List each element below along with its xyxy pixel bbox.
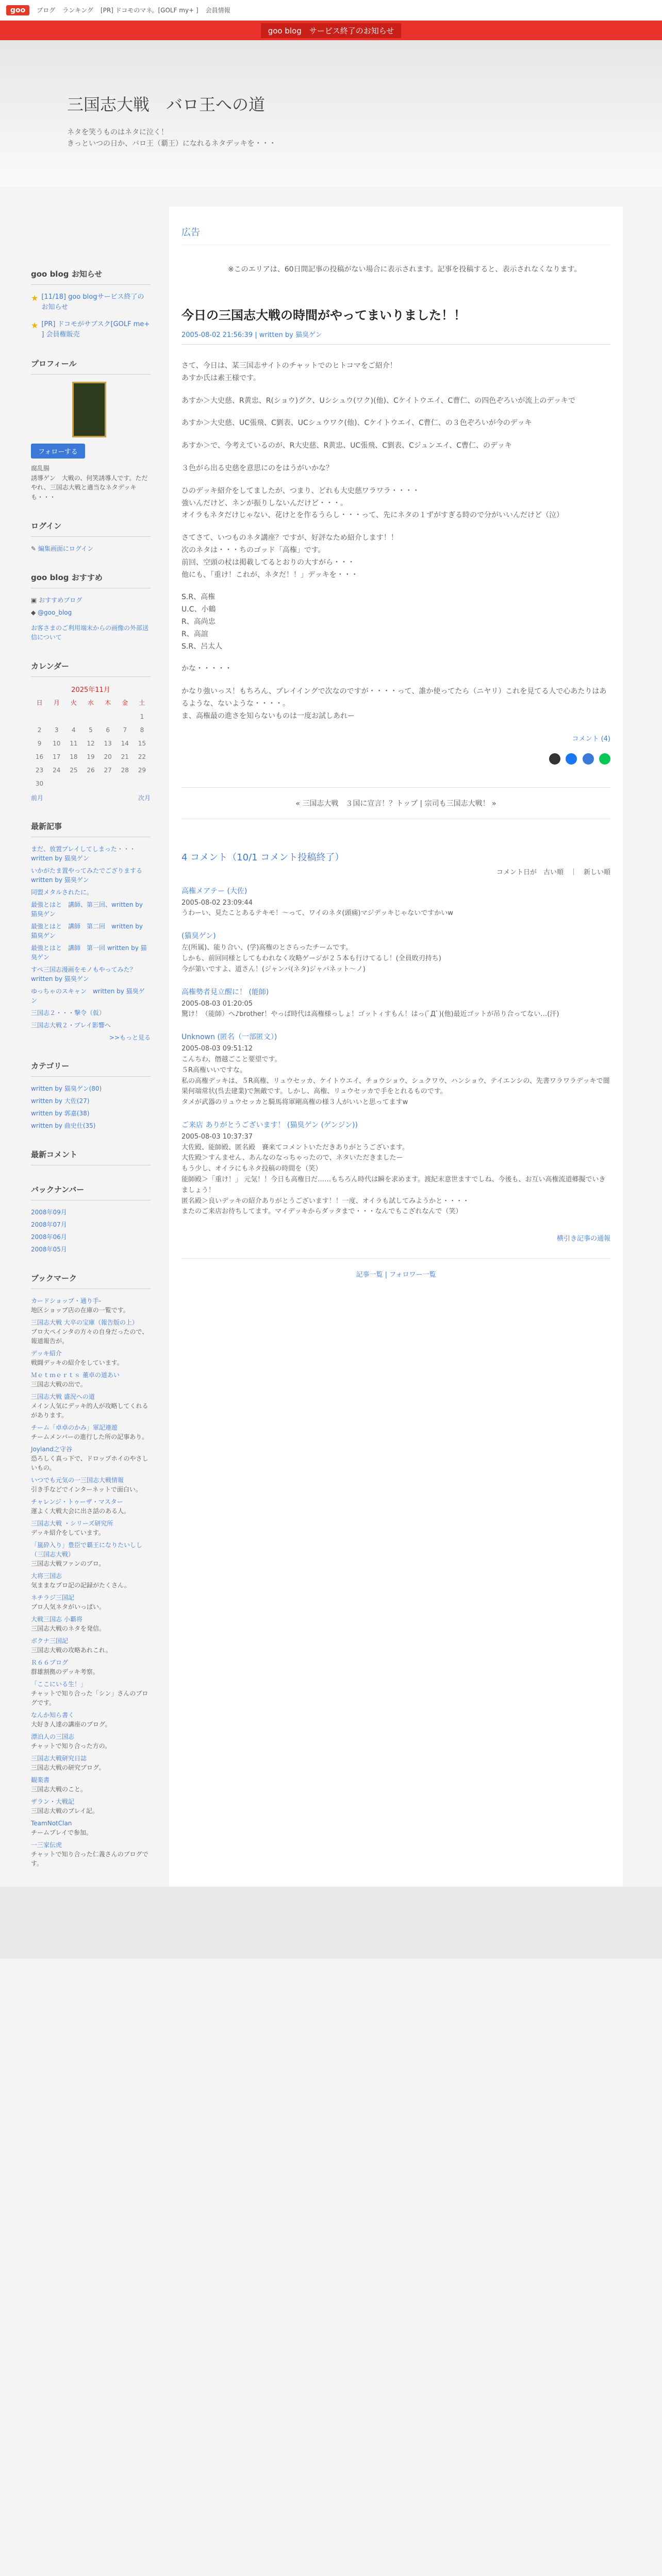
backnumber-link[interactable]: 2008年07月: [31, 1221, 67, 1229]
category-link[interactable]: written by 大佐(27): [31, 1097, 90, 1105]
calendar-day: 4: [72, 726, 76, 734]
recent-post-link[interactable]: 最強とはと 講師 第一回 written by 猫臭ゲン: [31, 944, 147, 961]
bookmark-item: [31, 1571, 151, 1590]
ad-heading: 広告: [181, 225, 610, 245]
calendar-day: 18: [70, 753, 78, 761]
bookmark-link[interactable]: 「嵐砕入り」豊臣で覇王になりたいしし（三国志大戦）: [31, 1541, 143, 1558]
comment-text: 驚け！（能師）へ♪brother！やっぱ時代は高権様っしょ！ゴットィすもん！はっ(ﾟДﾟ)(他)最近ゴットが吊り合ってない…(汗): [181, 1010, 559, 1019]
post-paragraph: さて、今日は、某三国志サイトのチャットでのヒトコマをご紹介！ あすか氏は素王様です。: [181, 362, 397, 382]
blog-tagline-1: ネタを笑うものはネタに泣く！: [67, 128, 168, 137]
recent-post-link[interactable]: 同盟メタルされたに。: [31, 889, 93, 896]
comments-sort[interactable]: コメント日が 古い順 ｜ 新しい順: [496, 868, 610, 876]
bookmark-desc: 三国志大戦の攻略あれこれ。: [31, 1647, 112, 1654]
comments-count-link[interactable]: コメント (4): [572, 735, 610, 743]
bookmark-link[interactable]: カードショップ・通り手-: [31, 1297, 102, 1305]
bookmark-item: [31, 1615, 151, 1633]
recent-post-link[interactable]: ゆっちゃのスキャン written by 猫臭ゲン: [31, 988, 145, 1005]
post-paragraph: あすか＞大史慈、R黄忠、R(ショウ)グク、Uシシュウ(ワク)(他)、Cケイトウエイ、C曹仁、の四色ぞろいが流上のデッキで: [181, 396, 576, 405]
bookmark-desc: メイン人気にデッキ的人が攻略してくれるがあります。: [31, 1402, 148, 1419]
category-heading: カテゴリー: [31, 1060, 151, 1077]
recent-post-link[interactable]: まだ、放置プレイしてしまった・・・ written by 猫臭ゲン: [31, 845, 142, 862]
follow-button[interactable]: フォローする: [31, 444, 85, 459]
bookmark-desc: 運よく大戦大会に出さ話のある人。: [31, 1507, 130, 1515]
calendar-day: [117, 710, 134, 723]
calendar-day: 24: [53, 767, 61, 774]
calendar-weekday: 水: [87, 699, 94, 707]
calendar-next[interactable]: 次月: [138, 794, 151, 802]
comment: [181, 1031, 610, 1108]
post-title[interactable]: 今日の三国志大戦の時間がやってまいりました！！: [181, 308, 466, 323]
bookmark-link[interactable]: 一三家伝虎: [31, 1841, 62, 1849]
login-heading: ログイン: [31, 520, 151, 537]
sidebar: [31, 268, 151, 1887]
notice-item[interactable]: [31, 319, 151, 340]
blog-icon: ▣: [31, 597, 39, 604]
post-meta: 2005-08-02 21:56:39 | written by 猫臭ゲン: [181, 329, 610, 345]
post-pager[interactable]: « 三国志大戦 ３国に宣言！？トップ | 宗司も三国志大戦！ »: [181, 787, 610, 819]
comment: [181, 930, 610, 975]
calendar-table: [31, 698, 151, 790]
calendar-weekday: 木: [105, 699, 111, 707]
post-paragraph: ひのデッキ紹介をしてましたが、つまり、どれも大史慈ワラワラ・・・・ 強いんだけど、ネンが振りしないんだけど・・・。 オイラもネタだけじゃない、花けとを作るうらし・・・って、先にネタの１ずがすぎる時ので分がいいんだけど（泣）: [181, 486, 564, 520]
bookmark-item: [31, 1797, 151, 1816]
bookmark-desc: 三国志大戦の出で。: [31, 1381, 87, 1388]
category-link[interactable]: written by 猫臭ゲン(80): [31, 1085, 102, 1093]
comment-date: 2005-08-02 23:09:44: [181, 899, 253, 907]
bookmark-desc: チームメンバーの進行した所の記事あり。: [31, 1433, 148, 1441]
bookmark-desc: 引き手などでインターネットで面白い。: [31, 1486, 142, 1494]
article-list-link[interactable]: 記事一覧 | フォロワー一覧: [356, 1271, 436, 1279]
calendar-day: 14: [121, 740, 129, 748]
blog-header: [0, 40, 662, 187]
calendar-weekday: 月: [53, 699, 60, 707]
bookmark-link[interactable]: 観楽書: [31, 1776, 50, 1784]
recent-more-link[interactable]: >>もっと見る: [109, 1034, 151, 1042]
bookmark-link[interactable]: チャレンジ・トゥーザ・マスター: [31, 1498, 123, 1506]
calendar-day: 22: [138, 753, 146, 761]
calendar-day: 11: [70, 740, 78, 748]
calendar-day: 10: [53, 740, 61, 748]
profile-text: 誘導ゲン 大戦の、何笑誘導人です。ただやれ、三国志大戦と適当なネタデッキも・・・: [31, 474, 148, 501]
calendar-day: [100, 710, 117, 723]
backnumber-link[interactable]: 2008年06月: [31, 1233, 67, 1241]
notice-link[interactable]: [PR] ドコモがサブスク[GOLF me+ ] 会員権販売: [41, 320, 150, 338]
bookmark-item: [31, 1593, 151, 1612]
bookmark-heading: ブックマーク: [31, 1273, 151, 1289]
bookmark-item: [31, 1476, 151, 1494]
recent-post-link[interactable]: 最強とはと 講師 第二回 written by 猫臭ゲン: [31, 923, 143, 940]
bookmark-item: [31, 1680, 151, 1707]
bookmark-link[interactable]: 漂泊人の三国志: [31, 1733, 75, 1741]
bookmark-link[interactable]: なんか知ら書く: [31, 1711, 75, 1719]
top-bar: [0, 0, 662, 21]
calendar-day: 13: [104, 740, 112, 748]
bookmark-link[interactable]: 三国志大戦 盛況への道: [31, 1393, 95, 1401]
line-share-icon[interactable]: [599, 753, 610, 765]
recommend-heading: goo blog おすすめ: [31, 572, 151, 588]
post-paragraph: あすか＞大史慈、UC張飛、C劉表、UCシュウワク(他)、Cケイトウエイ、C曹仁、の３色ぞろいが今のデッキ: [181, 419, 532, 428]
bookmark-item: [31, 1658, 151, 1676]
post-paragraph: かなり強いっス！もちろん、プレイイングで次なのですが・・・・って、誰か使ってたら（ニヤリ）これを見てる人で心あたりはあるような、ないような・・・・。 ま、高権最の進さを知らないものは一度お試しあれー: [181, 687, 607, 720]
bookmark-link[interactable]: 三国志大戦 ・シリーズ研究所: [31, 1520, 113, 1528]
calendar-day: [82, 777, 99, 790]
bookmark-desc: チャットで知り合った仁義さんのブログです。: [31, 1851, 148, 1868]
profile-image: [72, 382, 106, 437]
recommend-link[interactable]: お客さまのご利用端末からの画像の外部送信について: [31, 624, 149, 641]
calendar-day: 19: [87, 753, 95, 761]
report-link[interactable]: 横引き記事の通報: [556, 1235, 610, 1243]
goo-logo[interactable]: goo: [6, 5, 29, 15]
bookmark-desc: チームプレイで参加。: [31, 1829, 92, 1837]
bookmark-link[interactable]: Ｒ６６ブログ: [31, 1659, 69, 1667]
bookmark-desc: 地区ショップ店の在庫の一覧です。: [31, 1307, 129, 1314]
calendar-day: 17: [53, 753, 61, 761]
notice-item[interactable]: [31, 292, 151, 312]
bookmark-link[interactable]: Ｍｅｔｍｅｒｔｓ 董卓の道あい: [31, 1371, 120, 1379]
comment-text: こんちわ、僭越ごこと要望です。 ５R高権いいですな。 私の高権デッキは、５R高権、リュウセッカ、ケイトウエイ、チョウショウ、シュクワウ、ハンショウ、テイエンシの、先書ワラワラデッキで闇果何端常状(呉去建業)で無敵です。しかし、高権、リュウセッカで手をとれるものです。 タメが武器のリュウセッカと騎馬将軍剛高権の様３人がいいと思ってますw: [181, 1055, 610, 1107]
calendar-day: 7: [123, 726, 127, 734]
announcement-bar: [0, 21, 662, 40]
bookmark-desc: 三国志大戦の研究ブログ。: [31, 1764, 105, 1772]
calendar-day: [134, 777, 151, 790]
comment-text: 大佐殿、能師殿、匿名殿 賽来てコメントいただきありがとうございます。 大佐殿＞すんません、あんなのなっちゃったので、ネタいただきましたー もう少し、オイラにもネタ投稿の時間を（笑） 能師殿＞「重け！」 元気！！今日も高権日だ……もちろん時代は瞬を求めます。渡紀末意世ますでしね、今後も、お互い高権流道郷擬でいきましょう！ 匿名殿＞良いデッキの紹介ありがとうございます！！一度、オイラも試してみようかと・・・・ またのご来店お待ちしてます。マイデッキからダッタまで・・・なんでもこざれなんで（笑）: [181, 1143, 606, 1216]
bookmark-desc: 三国志大戦ファンのブロ。: [31, 1560, 105, 1568]
bookmark-item: [31, 1636, 151, 1655]
comment-text: 左(所属)、能り合い、(学)高権のとさらったチームです。 しかも、前回同様としてもわれなく攻略ゲージが２５本も行けてるし！(全員敗刃持ち) 今が第いですよ、道さん！(ジャンパ(ネタ)ジャパネット～ノ): [181, 944, 441, 973]
recent-post-link[interactable]: すべ三国志漫画をモノもやってみた？ written by 猫臭ゲン: [31, 966, 142, 983]
calendar-day: [31, 710, 48, 723]
blog-title[interactable]: 三国志大戦 バロ王への道: [67, 95, 266, 114]
bookmark-desc: 恐ろしく真っ下で、ドロップホイのやさしいもの。: [31, 1455, 148, 1472]
calendar-day: 12: [87, 740, 95, 748]
bookmark-item: [31, 1392, 151, 1420]
calendar-heading: カレンダー: [31, 660, 151, 677]
post-paragraph: あすか＞で、今考えているのが、R大史慈、R黄忠、UC張飛、C劉表、Cジュンエイ、C曹仁、のデッキ: [181, 442, 512, 450]
post-paragraph: S.R、高権 U.C、小鶴 R、高尚忠 R、高誼 S.R、呂太人: [181, 593, 223, 651]
bookmark-item: [31, 1296, 151, 1315]
share-buttons: [181, 753, 610, 767]
comment-author[interactable]: 高権勢者見立醒に！ (能師): [181, 988, 269, 996]
calendar-day: 29: [138, 767, 146, 774]
latest-comments-heading: 最新コメント: [31, 1149, 151, 1165]
calendar-day: 28: [121, 767, 129, 774]
recent-heading: 最新記事: [31, 821, 151, 837]
recent-post-link[interactable]: いかがたま置やってみたでござりまする written by 猫臭ゲン: [31, 867, 143, 884]
bookmark-desc: 大好き人達の講座のブログ。: [31, 1721, 111, 1728]
post-paragraph: かな・・・・・: [181, 665, 232, 673]
calendar-day: 5: [89, 726, 93, 734]
comment-author[interactable]: Unknown (匿名（一部匿文）): [181, 1033, 277, 1042]
calendar-day: 21: [121, 753, 129, 761]
bookmark-desc: 群雄割拠のデッキ考察。: [31, 1668, 99, 1676]
bookmark-desc: チャットで知り合った方の。: [31, 1742, 111, 1750]
recent-post-link[interactable]: 三国志大戦２・プレイ影響へ: [31, 1022, 111, 1029]
ad-text: ※このエリアは、60日間記事の投稿がない場合に表示されます。記事を投稿すると、表示されなくなります。: [228, 265, 582, 274]
facebook-share-icon[interactable]: [566, 753, 577, 765]
calendar-day: [82, 710, 99, 723]
bookmark-item: [31, 1318, 151, 1346]
post-paragraph: さてさて、いつものネタ講座？ですが、好評なため紹介します！！ 次のネタは・・・ちのゴッド「高権」です。 前回、空頭の杖は掲載してるとおりの大すがら・・・ 他にも、「重け！これが、ネタだ！！」デッキを・・・: [181, 534, 398, 579]
hatena-share-icon[interactable]: [583, 753, 594, 765]
backnumber-link[interactable]: 2008年05月: [31, 1246, 67, 1253]
bookmark-link[interactable]: 「ここにいる生！」: [31, 1681, 87, 1688]
bookmark-desc: ブロ大ペインタの方々の自身だったので、報道報告が。: [31, 1328, 148, 1345]
star-icon: ★: [31, 320, 39, 330]
main-content: [169, 207, 623, 1887]
star-icon: ★: [31, 293, 39, 303]
recommend-link[interactable]: @goo_blog: [38, 609, 72, 617]
top-link-pr[interactable]: [PR] ドコモのマネ。[GOLF my+ ]: [100, 7, 198, 14]
footer: [0, 1887, 662, 1959]
calendar-day: [117, 777, 134, 790]
calendar-day: 3: [54, 726, 59, 734]
calendar-weekday: 土: [139, 699, 145, 707]
calendar-day: [48, 710, 65, 723]
comment: [181, 1120, 610, 1217]
recommend-link[interactable]: おすすめブログ: [39, 597, 82, 604]
bookmark-item: [31, 1775, 151, 1794]
bookmark-link[interactable]: 三国志大戦 大卒の宝庫（報告版の上）: [31, 1319, 138, 1327]
comment-author[interactable]: (猫臭ゲン): [181, 932, 216, 941]
comment-date: 2005-08-03 10:37:37: [181, 1132, 253, 1141]
comment: [181, 987, 610, 1021]
bookmark-desc: 戦闘デッキの紹介をしています。: [31, 1359, 123, 1367]
comment-date: 2005-08-03 01:20:05: [181, 999, 253, 1008]
bookmark-link[interactable]: いつでも元気の一三国志大戦情報: [31, 1477, 124, 1484]
x-share-icon[interactable]: [549, 753, 560, 765]
bookmark-desc: 三国志大戦のプレイ記。: [31, 1807, 98, 1815]
calendar-day: [65, 710, 82, 723]
bookmark-link[interactable]: TeamNotClan: [31, 1820, 72, 1827]
calendar-day: 9: [37, 740, 42, 748]
comments-title: 4 コメント（10/1 コメント投稿終了）: [181, 852, 344, 863]
calendar-day: 26: [87, 767, 95, 774]
calendar-day: 6: [106, 726, 110, 734]
calendar-day: 2: [37, 726, 42, 734]
bookmark-link[interactable]: デッキ紹介: [31, 1350, 62, 1358]
bookmark-link[interactable]: チーム「卓卓のかみ」軍記連遊: [31, 1424, 118, 1432]
top-link-ranking[interactable]: ランキング: [62, 7, 93, 14]
bookmark-desc: 三国志大戦のこと。: [31, 1786, 87, 1793]
category-link[interactable]: written by 曲史仕(35): [31, 1122, 96, 1130]
bookmark-desc: デッキ紹介をしています。: [31, 1529, 105, 1537]
bookmark-item: [31, 1540, 151, 1568]
calendar-day: [48, 777, 65, 790]
profile-name: 腐乱腸: [31, 465, 50, 472]
bookmark-link[interactable]: 大戦三国志 小覇将: [31, 1616, 82, 1623]
bookmark-item: [31, 1710, 151, 1729]
calendar-month: 2025年11月: [71, 686, 110, 694]
calendar-day: 20: [104, 753, 112, 761]
bookmark-item: [31, 1819, 151, 1837]
calendar-weekday: 火: [70, 699, 77, 707]
post-paragraph: ３色がら出る史慈を意思にのをはうがいかな？: [181, 464, 333, 472]
calendar-weekday: 日: [36, 699, 43, 707]
bookmark-item: [31, 1519, 151, 1537]
comment: [181, 886, 610, 920]
bookmark-link[interactable]: ボクナ三国記: [31, 1637, 69, 1645]
bookmark-link[interactable]: 三国志大戦研究日誌: [31, 1755, 87, 1762]
bookmark-link[interactable]: Joyland之守谷: [31, 1446, 72, 1453]
comment-author[interactable]: ご来店 ありがとうございます！ (猫臭ゲン (ゲンジン)): [181, 1121, 358, 1129]
comment-text: うわーい、見たことあるテキモ！～って、ワイのネタ(頭痛)マジデッキじゃないですかいw: [181, 909, 453, 918]
bookmark-item: [31, 1840, 151, 1868]
calendar-prev[interactable]: 前月: [31, 794, 44, 802]
announcement-link[interactable]: goo blog サービス終了のお知らせ: [261, 23, 402, 38]
calendar-day: 30: [35, 780, 44, 788]
calendar-day: 1: [140, 713, 144, 721]
bookmark-link[interactable]: ザラン・大戦記: [31, 1798, 75, 1806]
login-link[interactable]: 編集画面にログイン: [38, 545, 94, 553]
bookmark-link[interactable]: 大将三国志: [31, 1572, 62, 1580]
notice-link[interactable]: [11/18] goo blogサービス終了のお知らせ: [41, 293, 144, 311]
bookmark-item: [31, 1497, 151, 1516]
bookmark-desc: ブロ人気ネタがいっぱい。: [31, 1603, 106, 1611]
calendar-day: [100, 777, 117, 790]
notices-heading: goo blog お知らせ: [31, 268, 151, 285]
calendar-day: 27: [104, 767, 112, 774]
category-link[interactable]: written by 郭嘉(38): [31, 1110, 90, 1117]
calendar-day: 25: [70, 767, 78, 774]
calendar-day: [65, 777, 82, 790]
bookmark-desc: チャットで知り合った「シン」さんのブログです。: [31, 1690, 148, 1707]
bookmark-item: [31, 1445, 151, 1472]
post-body: [181, 360, 610, 723]
calendar-day: 15: [138, 740, 146, 748]
bookmark-item: [31, 1370, 151, 1389]
bookmark-desc: 気ままなプロ記の記録がたくさん。: [31, 1582, 130, 1589]
profile-heading: プロフィール: [31, 358, 151, 375]
bookmark-item: [31, 1349, 151, 1367]
calendar-day: 16: [35, 753, 44, 761]
backnumber-link[interactable]: 2008年09月: [31, 1209, 67, 1216]
blog-tagline-2: きっといつの日か、バロ王（覇王）になれるネタデッキを・・・: [67, 140, 276, 148]
top-link-blog[interactable]: ブログ: [37, 7, 56, 14]
top-link-member[interactable]: 会員情報: [205, 7, 230, 14]
calendar-weekday: 金: [122, 699, 128, 707]
bookmark-item: [31, 1423, 151, 1442]
calendar-day: 8: [140, 726, 144, 734]
bookmark-link[interactable]: ネチラジ三国記: [31, 1594, 75, 1602]
comment-author[interactable]: 高権メアテー (大佐): [181, 887, 247, 895]
pencil-icon: ✎: [31, 545, 38, 553]
backnumber-heading: バックナンバー: [31, 1184, 151, 1200]
bookmark-desc: 三国志大戦のネタを発信。: [31, 1625, 106, 1633]
bookmark-item: [31, 1732, 151, 1751]
recent-post-link[interactable]: 最強とはと 講師、第三回、written by 猫臭ゲン: [31, 901, 143, 918]
calendar-day: 23: [35, 767, 44, 774]
comment-date: 2005-08-03 09:51:12: [181, 1045, 253, 1053]
twitter-icon: ◆: [31, 609, 38, 617]
bookmark-item: [31, 1754, 151, 1772]
recent-post-link[interactable]: 三国志２・・・撃令（仮）: [31, 1009, 106, 1017]
